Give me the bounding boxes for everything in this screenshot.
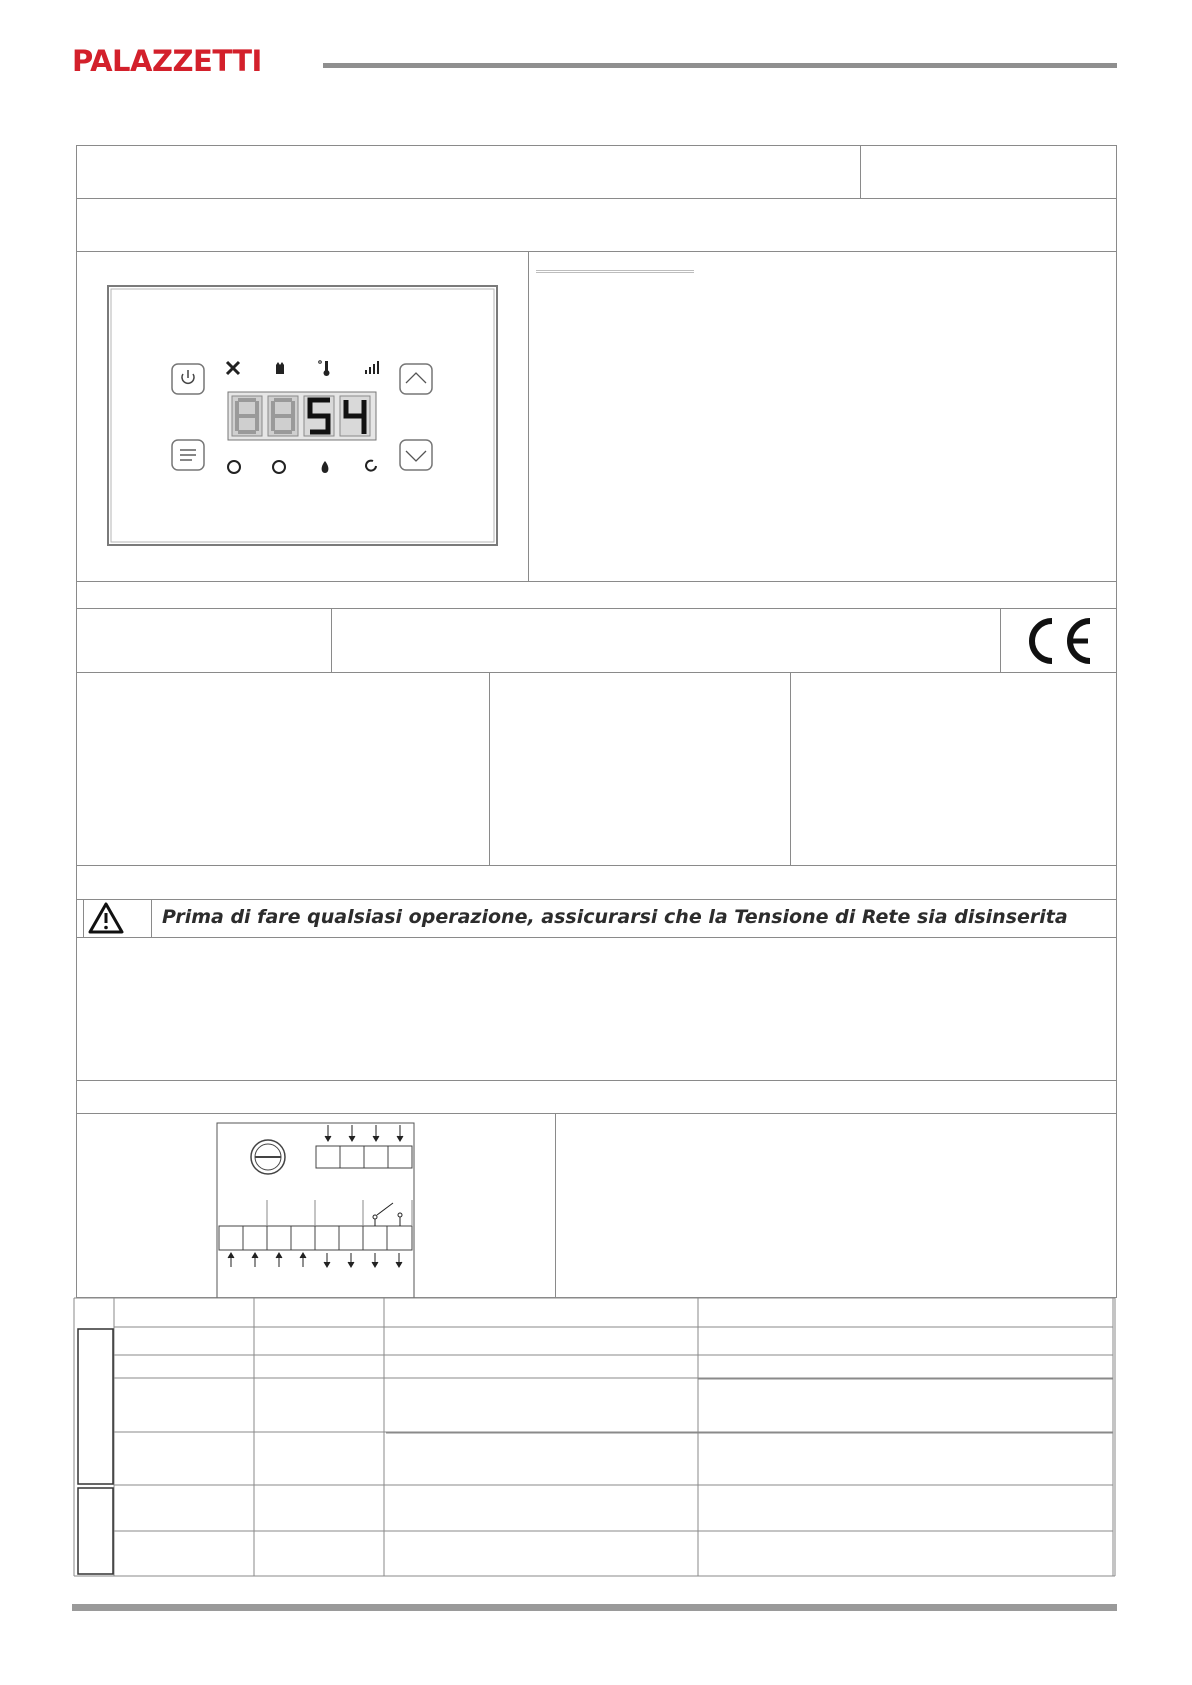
footer-rule [72,1604,1117,1611]
warning-message: Prima di fare qualsiasi operazione, assicurarsi che la Tensione di Rete sia disinserita [162,906,1068,928]
brand-logo: PALAZZETTI [72,44,262,78]
